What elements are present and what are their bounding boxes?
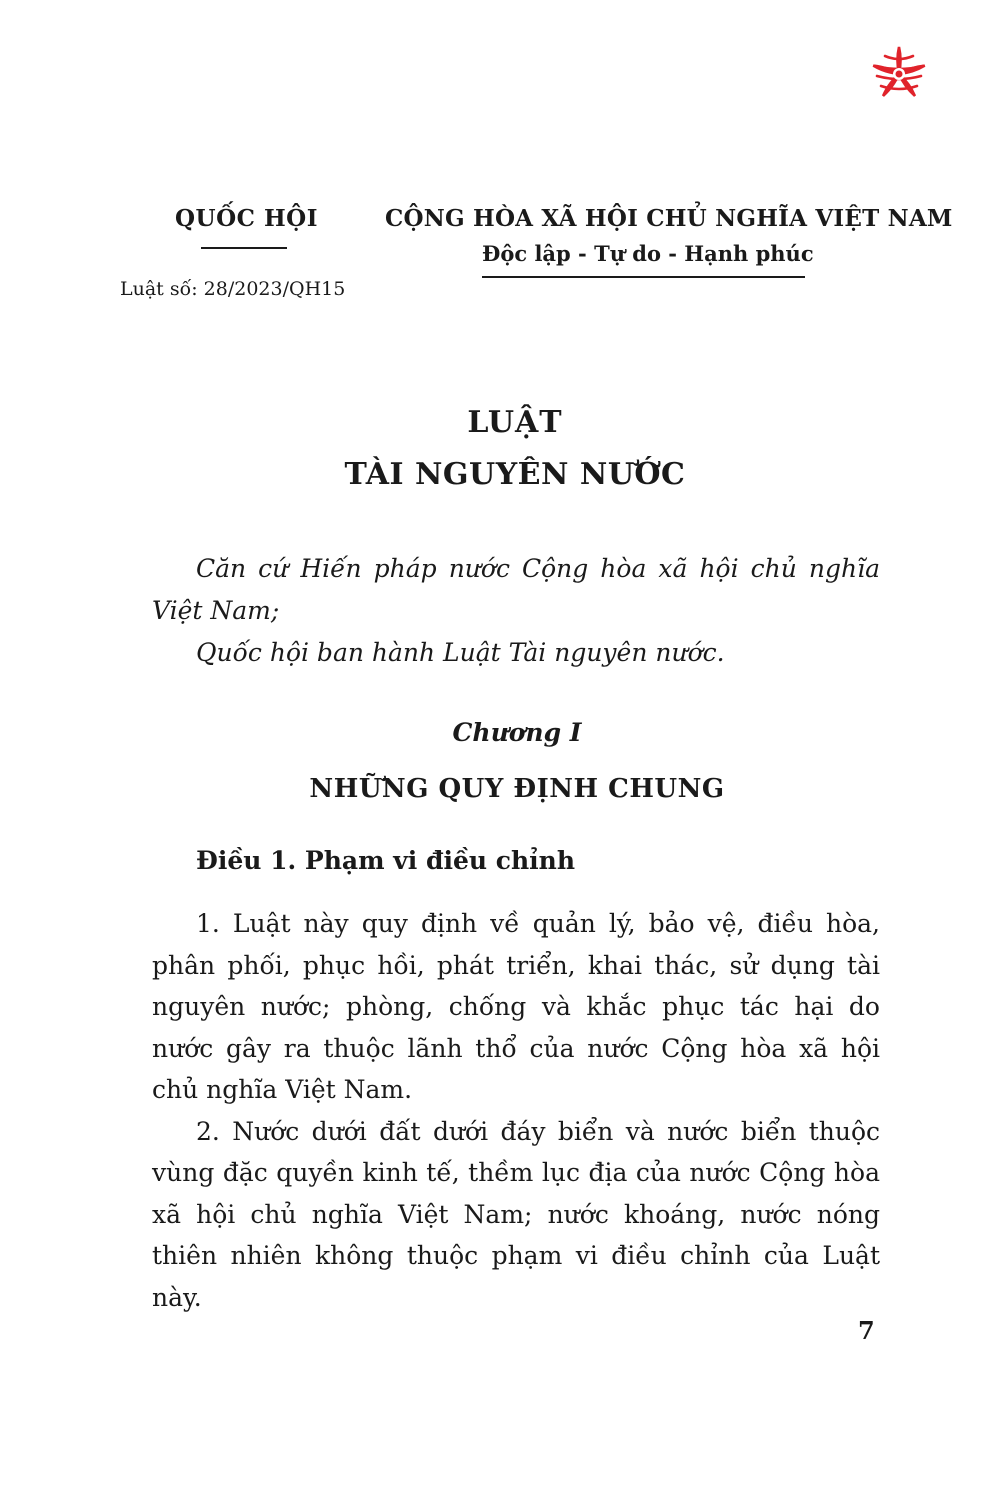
preamble xyxy=(152,548,880,674)
publisher-logo xyxy=(870,45,928,103)
republic-name: CỘNG HÒA XÃ HỘI CHỦ NGHĨA VIỆT NAM xyxy=(385,205,953,232)
article-body xyxy=(152,903,880,1318)
chapter-label: Chương I xyxy=(452,718,582,747)
publisher-star-emblem-icon xyxy=(870,45,928,103)
article-clause-1: 1. Luật này quy định về quản lý, bảo vệ, điều hòa, phân phối, phục hồi, phát triển, khai thác, sử dụng tài nguyên nước; phòng, chống và khắc phục tác hại do nước gây ra thuộc lãnh thổ của nước Cộng hòa xã hội chủ nghĩa Việt Nam. xyxy=(152,909,880,1104)
issuer-name: QUỐC HỘI xyxy=(175,205,318,232)
preamble-basis: Căn cứ Hiến pháp nước Cộng hòa xã hội chủ nghĩa Việt Nam; xyxy=(152,554,880,625)
article-clause-2: 2. Nước dưới đất dưới đáy biển và nước biển thuộc vùng đặc quyền kinh tế, thềm lục địa của nước Cộng hòa xã hội chủ nghĩa Việt Nam; nước khoáng, nước nóng thiên nhiên không thuộc phạm vi điều chỉnh của Luật này. xyxy=(152,1116,880,1312)
page-number: 7 xyxy=(858,1316,875,1345)
chapter-title: NHỮNG QUY ĐỊNH CHUNG xyxy=(309,774,725,804)
document-type-title: LUẬT xyxy=(467,405,563,440)
law-number: Luật số: 28/2023/QH15 xyxy=(120,278,346,300)
preamble-enactment: Quốc hội ban hành Luật Tài nguyên nước. xyxy=(196,638,725,667)
law-title: TÀI NGUYÊN NƯỚC xyxy=(344,457,686,492)
motto-underline xyxy=(482,276,805,278)
national-motto: Độc lập - Tự do - Hạnh phúc xyxy=(482,241,814,266)
issuer-underline xyxy=(201,247,287,249)
article-heading: Điều 1. Phạm vi điều chỉnh xyxy=(196,846,576,875)
